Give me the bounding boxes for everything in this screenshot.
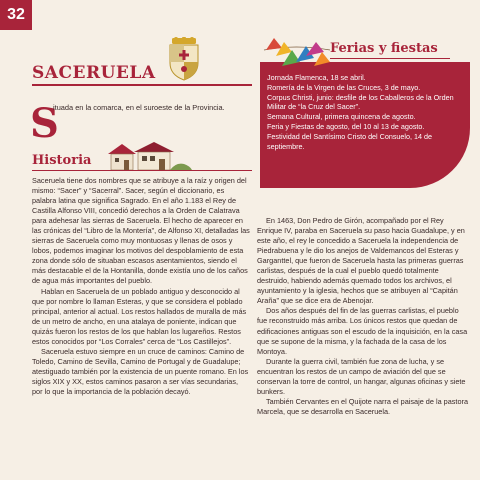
fiestas-list <box>267 73 458 151</box>
historia-right-column <box>257 216 469 417</box>
houses-icon <box>104 140 194 172</box>
historia-divider <box>32 170 252 171</box>
historia-paragraph: Saceruela tiene dos nombres que se atribuye a la raíz y origen del mismo: “Sacer” y “Sacerral”. Sacer, según el diccionario, es palabra latina que significa Sagrado. En el año 1.183 el Rey de Castilla Alfonso VIII, concedió derechos a la Orden de Calatrava para adehesar las sierras de Saceruela. El hecho de aparecer en las crónicas del “Libro de la Montería”, de Alfonso XI, detalladas las sierras de Saceruela como muy montuosas y llenas de osos y lobos, podemos imaginar los motivos del despoblamiento de esta zona donde sólo de situaban escasos asentamientos, siendo el más destacable el de la Hontanilla, donde existía uno de los caños de agua más importantes del pueblo. <box>32 176 250 286</box>
fiestas-sidebar <box>260 62 470 188</box>
fiestas-item: Festividad del Santísimo Cristo del Consuelo, 14 de septiembre. <box>267 131 433 151</box>
fiestas-item: Corpus Christi, junio: desfile de los Caballeros de la Orden Militar de “la Cruz del Sacer”. <box>267 92 454 112</box>
fiestas-heading: Ferias y fiestas <box>330 41 438 56</box>
historia-paragraph: Dos años después del fin de las guerras carlistas, el pueblo fue reconstruido más arriba. Los únicos restos que quedan de edificaciones antiguas son el escudo de la inquisición, en la casa que se supone de la misma, y la fachada de la casa de los Montoya. <box>257 306 468 356</box>
town-title: SACERUELA <box>32 63 156 83</box>
fiestas-divider <box>330 58 450 59</box>
historia-left-column <box>32 176 250 397</box>
page-number: 32 <box>0 0 32 30</box>
historia-paragraph: Hablan en Saceruela de un poblado antiguo y desconocido al que por nombre lo llaman Esteras, y que se considera el poblado principal, anterior al actual. Los restos hallados de muralla de más de un metro de ancho, en una atalaya de poniente, indican que quizás fueron los restos de los que hablan los lugareños. Restos estos conocidos por “Los Corrales” cerca de “Los Castillejos”. <box>32 286 247 346</box>
historia-heading: Historia <box>32 153 92 168</box>
intro-dropcap: S <box>30 100 59 147</box>
fiestas-item: Jornada Flamenca, 18 se abril. <box>267 73 366 82</box>
fiestas-item: Romería de la Virgen de las Cruces, 3 de mayo. <box>267 82 421 92</box>
historia-paragraph: También Cervantes en el Quijote narra el paisaje de la pastora Marcela, que se desarrolla en Saceruela. <box>257 396 468 416</box>
festive-flags-icon <box>262 36 332 70</box>
historia-paragraph: Saceruela estuvo siempre en un cruce de caminos: Camino de Toledo, Camino de Sevilla, Camino de Portugal y de Guadalupe; atestiguado también por la existencia de un puente romano. En los siglos XIX y XX, estos caminos pasaron a ser vías secundarias, por lo que la importancia de la población decayó. <box>32 346 249 396</box>
historia-paragraph: En 1463, Don Pedro de Girón, acompañado por el Rey Enrique IV, paraba en Saceruela su paso hacia Guadalupe, y en este año, el rey le concedido a Saceruela la independencia de Piedrabuena y le dio los anejos de Valdemancos del Esteras y Garganttel, que fueron de Saceruela hasta las primeras guerras carlistas, después de la cual el pueblo quedó totalmente destruido, habiendo además quemado todos los archivos, el ayuntamiento y la iglesia, hechos que se atribuyen al “Capitán Araña” que se dice era de Abenojar. <box>257 216 465 306</box>
title-divider <box>32 84 252 86</box>
coat-of-arms-icon <box>164 37 204 81</box>
historia-paragraph: Durante la guerra civil, también fue zona de lucha, y se encuentran los restos de un campo de aviación del que se conservan la torre de control, un hangar, algunas oficinas y siete bunkers. <box>257 356 466 396</box>
fiestas-item: Feria y Fiestas de agosto, del 10 al 13 de agosto. <box>267 121 425 131</box>
intro-text: ituada en la comarca, en el suroeste de la Provincia. <box>53 103 225 112</box>
fiestas-item: Semana Cultural, primera quincena de agosto. <box>267 112 416 122</box>
